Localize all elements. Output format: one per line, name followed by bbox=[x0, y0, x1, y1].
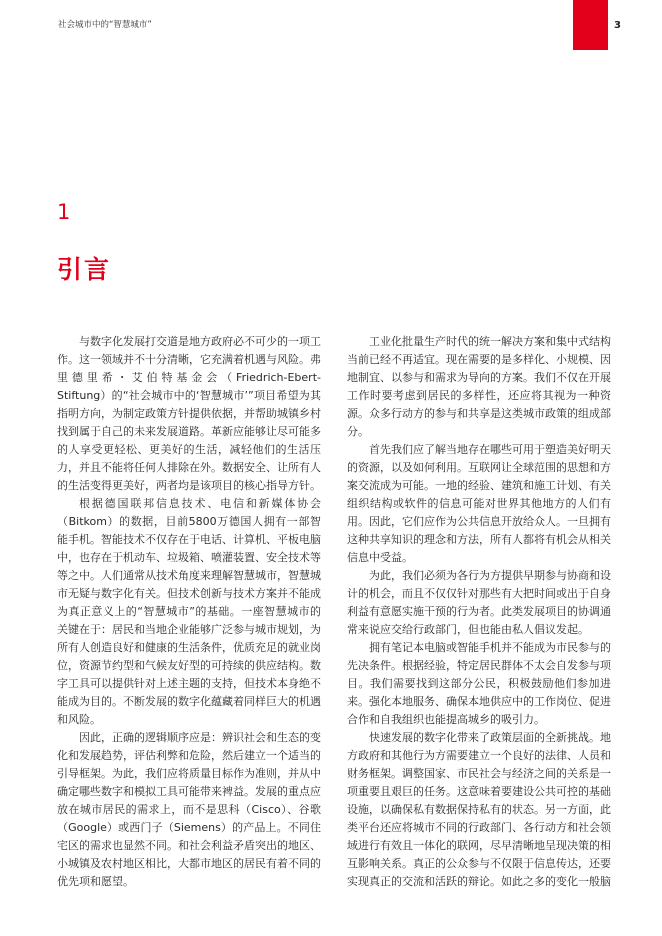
left-column bbox=[57, 333, 321, 891]
chapter-number: 1 bbox=[57, 200, 71, 224]
paragraph: 快速发展的数字化带来了政策层面的全新挑战。地方政府和其他行为方需要建立一个良好的法律、人员和财务框架。调整国家、市民社会与经济之间的关系是一项重要且艰巨的任务。这意味着要建设公共可控的基础设施，以确保私有数据保持私有的状态。另一方面，此类平台还应将城市不同的行政部门、各行动方和社会领域进行有效且一体化的联网，尽早清晰地呈现决策的相互影响关系。真正的公众参与不仅限于信息传达，还要实现真正的交流和活跃的辩论。如此之多的变化一般脑 bbox=[347, 731, 611, 888]
paragraph: 拥有笔记本电脑或智能手机并不能成为市民参与的先决条件。根据经验，特定居民群体不太会自发参与项目。我们需要找到这部分公民，积极鼓励他们参加进来。强化本地服务、确保本地供应中的工作岗位、促进合作和自我组织也能提高城乡的吸引力。 bbox=[347, 641, 611, 726]
paragraph: 因此，正确的逻辑顺序应是：辨识社会和生态的变化和发展趋势，评估利弊和危险，然后建立一个适当的引导框架。为此，我们应将质量目标作为准则，并从中确定哪些数字和模拟工具可能带来裨益。发展的重点应放在城市居民的需求上，而不是思科（Cisco）、谷歌（Google）或西门子（Siemens）的产品上。不同住宅区的需求也显然不同。和社会利益矛盾突出的地区、小城镇及农村地区相比，大都市地区的居民有着不同的优先项和愿望。 bbox=[57, 731, 321, 888]
running-header: 社会城市中的“智慧城市” bbox=[58, 20, 152, 30]
chapter-title: 引言 bbox=[57, 255, 112, 284]
right-column bbox=[347, 333, 611, 891]
paragraph: 首先我们应了解当地存在哪些可用于塑造美好明天的资源，以及如何利用。互联网让全球范围的思想和方案交流成为可能。一地的经验、建筑和施工计划、有关组织结构或软件的信息可能对世界其他地方的人们有用。因此，它们应作为公共信息开放给众人。一旦拥有这种共享知识的理念和方法，所有人都将有机会从相关信息中受益。 bbox=[347, 443, 611, 564]
paragraph: 根据德国联邦信息技术、电信和新媒体协会（Bitkom）的数据，目前5800万德国人拥有一部智能手机。智能技术不仅存在于电话、计算机、平板电脑中，也存在于机动车、垃圾箱、喷灌装置、安全技术等等之中。人们通常从技术角度来理解智慧城市，智慧城市无疑与数字化有关。但技术创新与技术方案并不能成为真正意义上的“智慧城市”的基础。一座智慧城市的关键在于：居民和当地企业能够广泛参与城市规划，为所有人创造良好和健康的生活条件，优质充足的就业岗位，资源节约型和气候友好型的可持续的供应结构。数字工具可以提供针对上述主题的支持，但技术本身绝不能成为目的。不断发展的数字化蕴藏着同样巨大的机遇和风险。 bbox=[57, 497, 321, 726]
paragraph: 为此，我们必须为各行为方提供早期参与协商和设计的机会，而且不仅仅针对那些有大把时间或出于自身利益有意愿实施干预的行为者。此类发展项目的协调通常来说应交给行政部门，但也能由私人倡议发起。 bbox=[347, 569, 611, 636]
header-accent-tab bbox=[573, 0, 608, 50]
paragraph: 工业化批量生产时代的统一解决方案和集中式结构当前已经不再适宜。现在需要的是多样化、小规模、因地制宜、以参与和需求为导向的方案。我们不仅在开展工作时要考虑到居民的多样性，还应将其视为一种资源。众多行动方的参与和共享是这类城市政策的组成部分。 bbox=[347, 335, 611, 438]
paragraph: 与数字化发展打交道是地方政府必不可少的一项工作。这一领域并不十分清晰，它充满着机遇与风险。弗里德里希・艾伯特基金会（Friedrich-Ebert-Stiftung）的“社会城市中的‘智慧城市’”项目希望为其指明方向，为制定政策方针提供依据，并帮助城镇乡村找到属于自己的未来发展道路。革新应能够让尽可能多的人享受更轻松、更美好的生活，减轻他们的生活压力，并且不能将任何人排除在外。数据安全、让所有人的生活变得更美好，两者均是该项目的核心指导方针。 bbox=[57, 335, 321, 492]
page-number: 3 bbox=[614, 20, 621, 31]
